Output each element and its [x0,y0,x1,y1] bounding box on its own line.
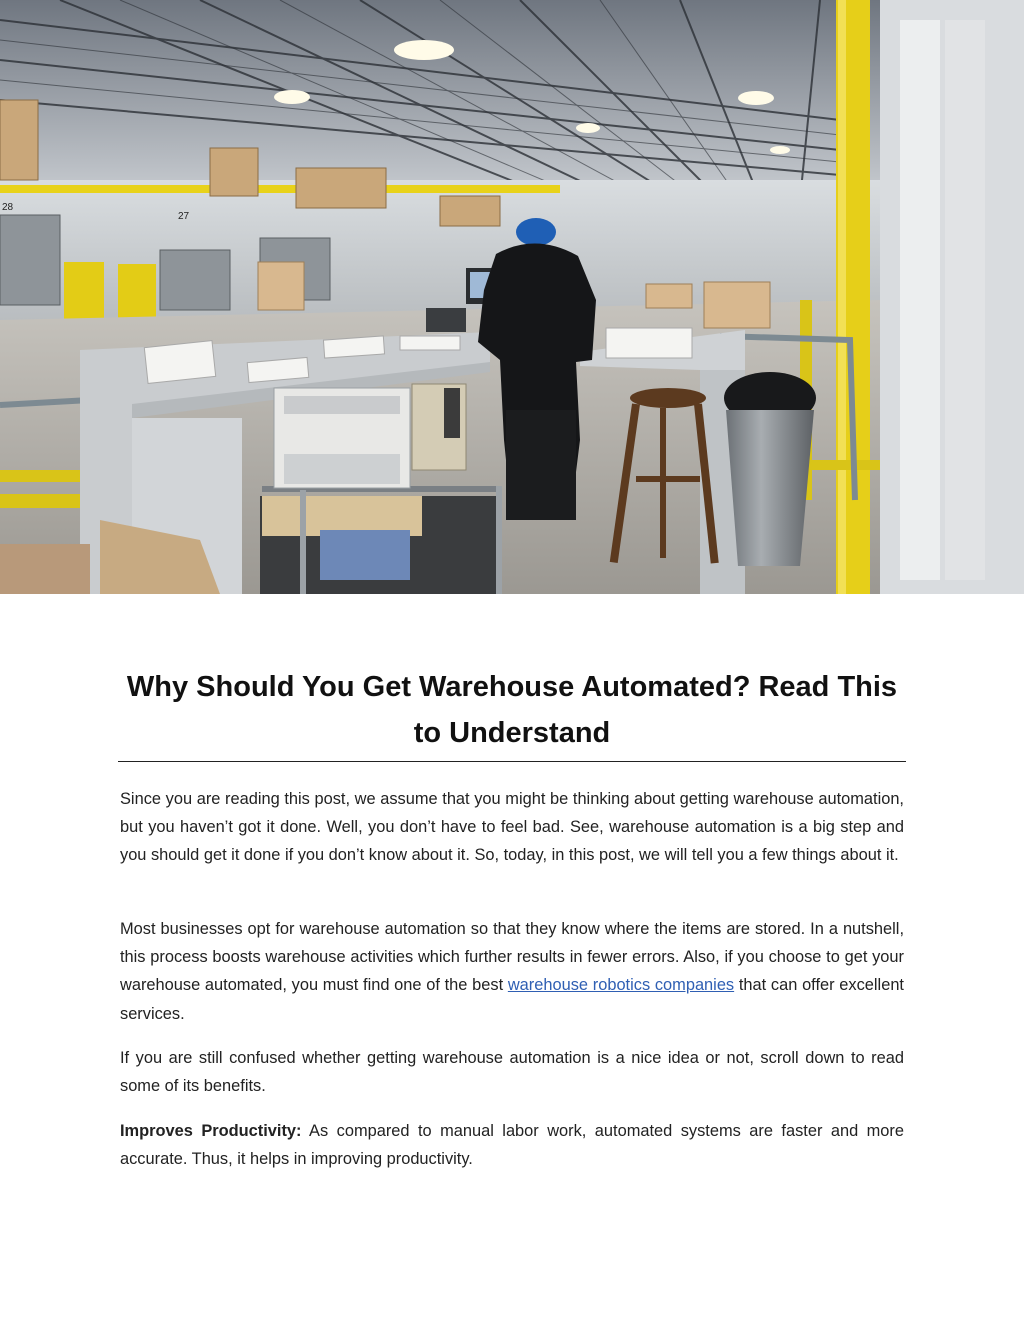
paragraph-automation-text-start: Most businesses opt for warehouse automation so that they know where the items are stored. In a nutshell, this process boosts warehouse activities which further results in fewer errors. Also, if you choose to get your warehouse automated, you must find one of the best [120,920,904,995]
warehouse-photo [0,0,1024,594]
paragraph-productivity [120,1117,904,1173]
paragraph-automation-text-end: that can offer excellent services. [120,976,904,1023]
productivity-heading: Improves Productivity: [120,1122,302,1140]
dock-number-27: 27 [178,211,190,222]
article-title: Why Should You Get Warehouse Automated? Read This to Understand [126,671,898,749]
title-divider [118,761,906,762]
paragraph-automation [120,915,904,1028]
paragraph-intro: Since you are reading this post, we assume that you might be thinking about getting warehouse automation, but you haven’t got it done. Well, you don’t have to feel bad. See, warehouse automation is a big step and you should get it done if you don’t know about it. So, today, in this post, we will tell you a few things about it. [120,790,904,865]
hero-image [0,0,1024,594]
warehouse-robotics-link[interactable]: warehouse robotics companies [507,976,735,995]
paragraph-benefits-intro: If you are still confused whether getting warehouse automation is a nice idea or not, scroll down to read some of its benefits. [120,1049,904,1096]
productivity-text: As compared to manual labor work, automated systems are faster and more accurate. Thus, it helps in improving productivity. [120,1122,904,1169]
dock-number-28: 28 [2,202,14,213]
